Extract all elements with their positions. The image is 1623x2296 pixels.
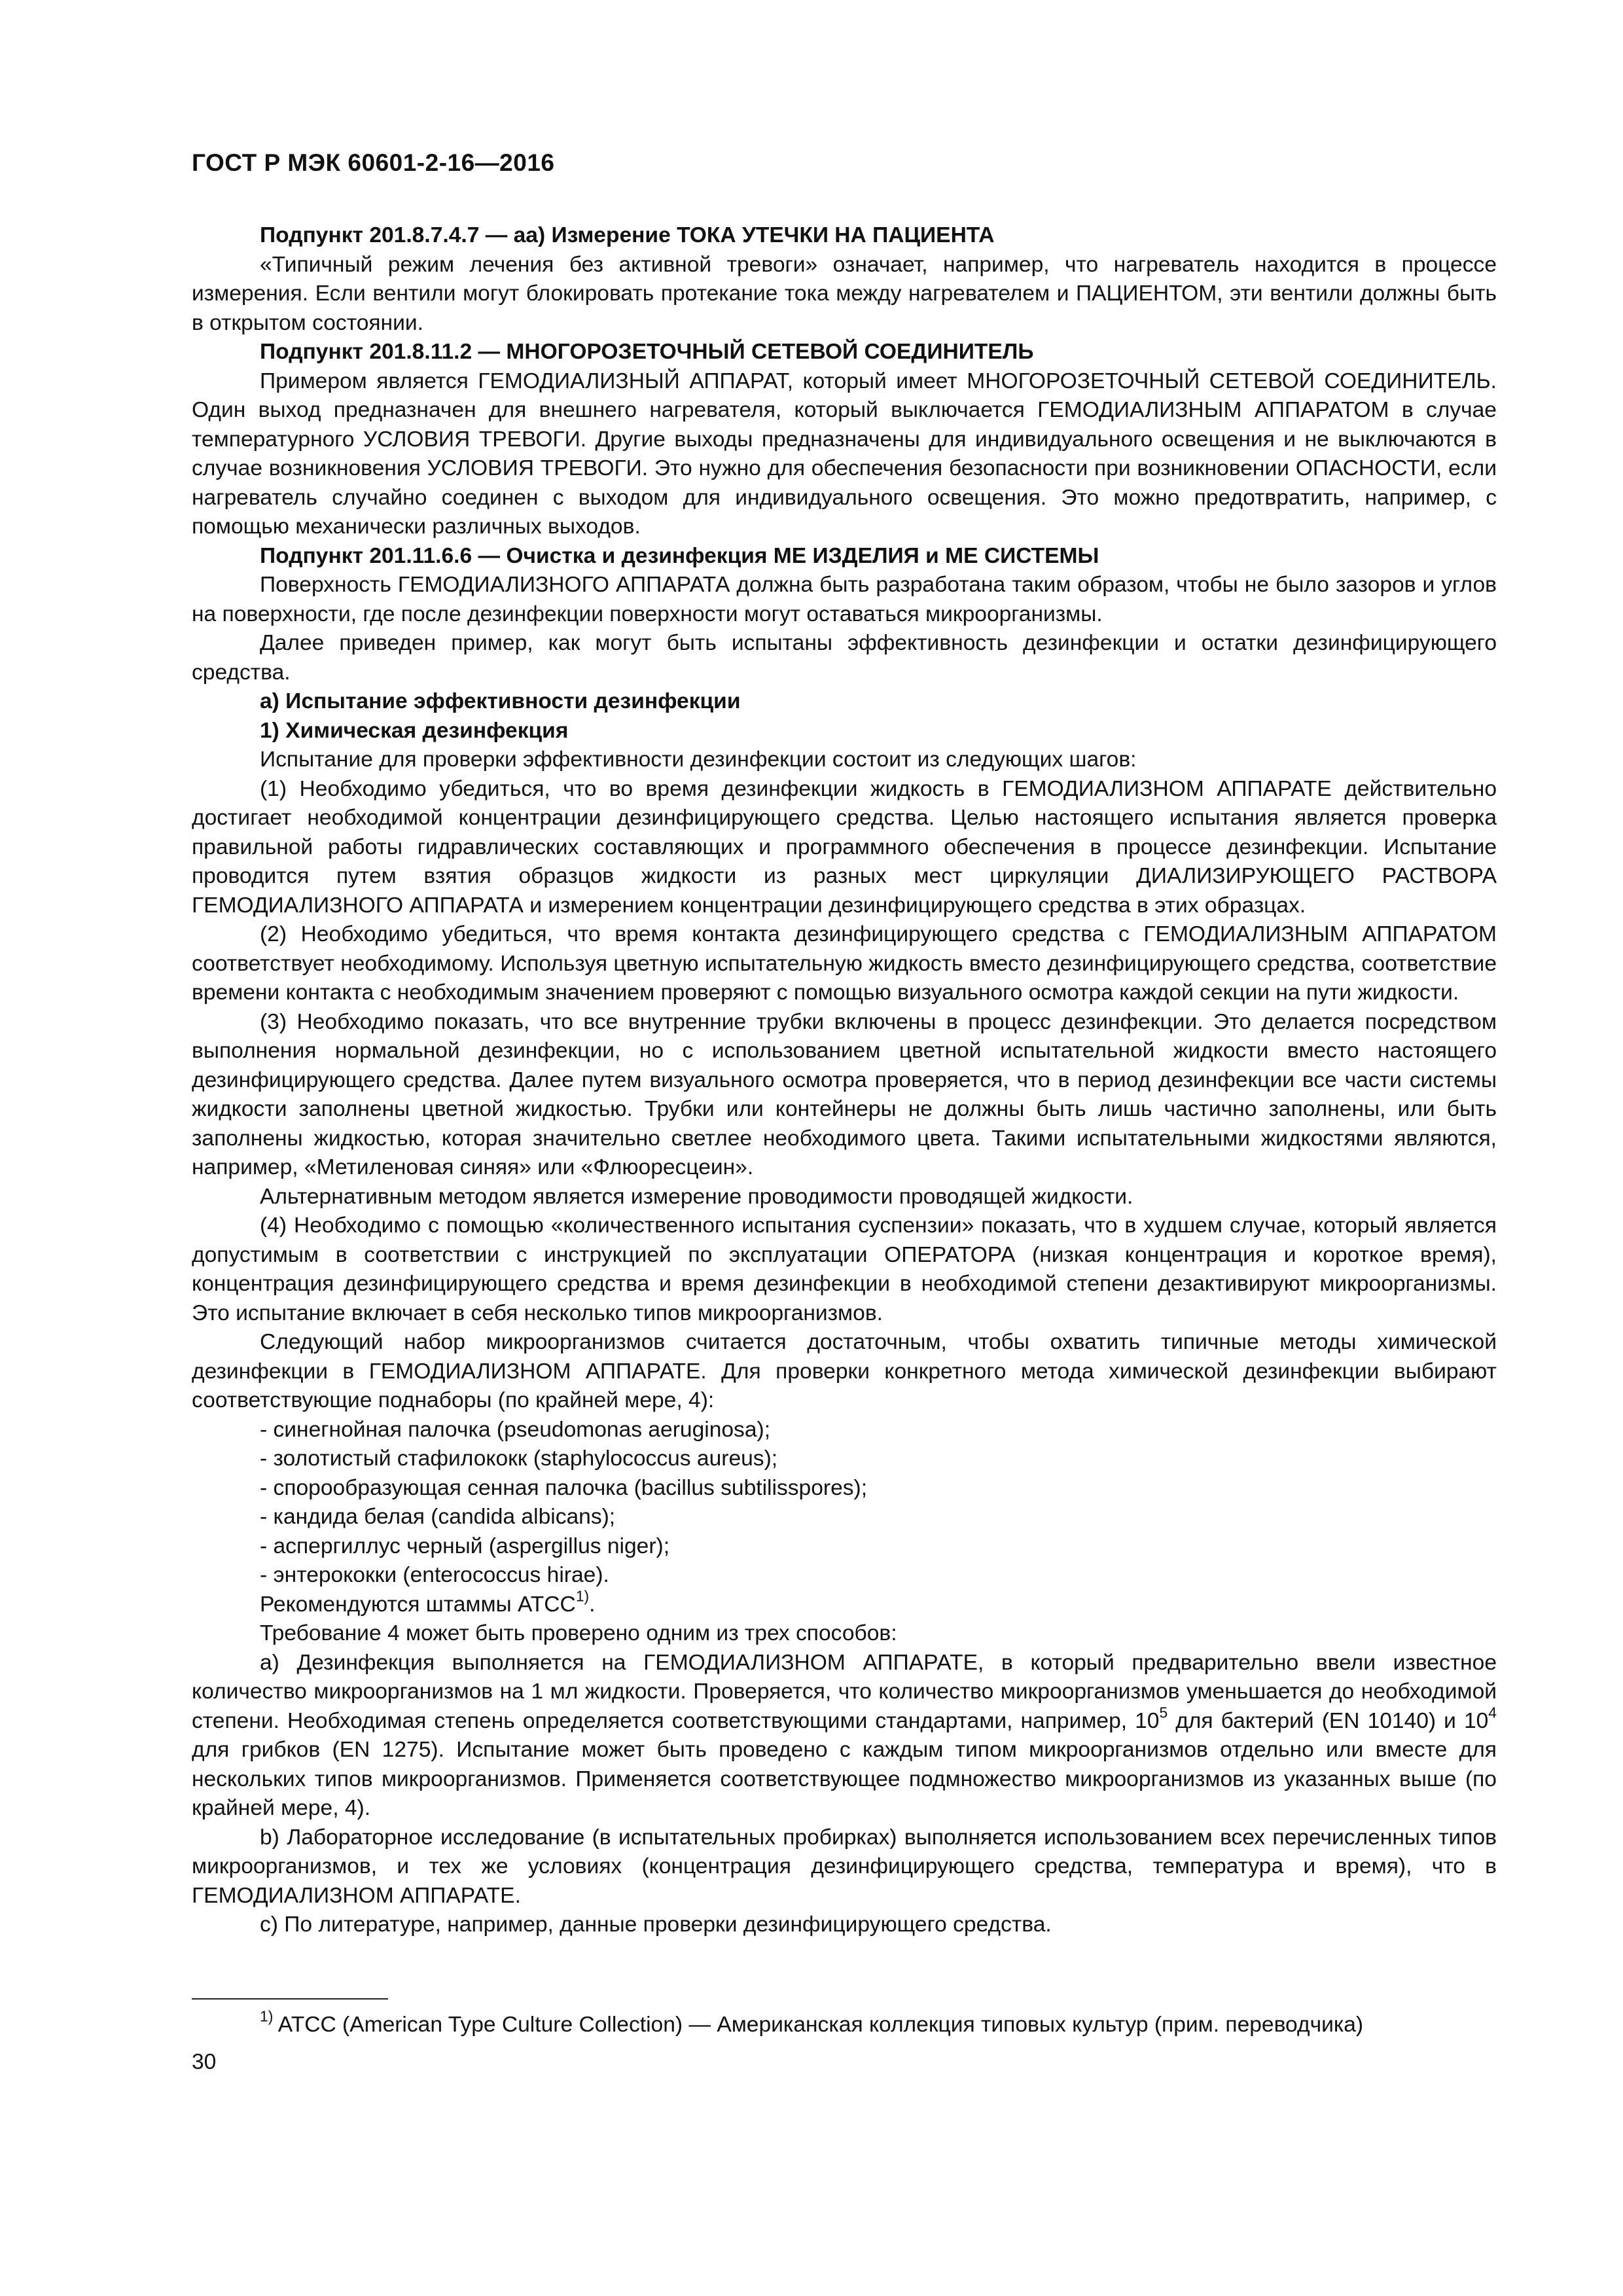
list-item: - энтерококки (enterococcus hirae). xyxy=(260,1563,609,1587)
atcc-end: . xyxy=(589,1592,596,1617)
footnote-text: ATCC (American Type Culture Collection) — Американская коллекция типовых культур (прим. переводчика) xyxy=(273,2013,1364,2037)
footnote-reference[interactable]: 1) xyxy=(575,1587,590,1604)
list-item: - золотистый стафилококк (staphylococcus aureus); xyxy=(260,1446,778,1471)
paragraph: Альтернативным методом является измерение проводимости проводящей жидкости. xyxy=(260,1184,1133,1209)
list-item: - аспергиллус черный (aspergillus niger); xyxy=(260,1534,670,1558)
paragraph: Далее приведен пример, как могут быть испытаны эффективность дезинфекции и остатки дезинфицирующего средства. xyxy=(192,631,1497,685)
paragraph: Испытание для проверки эффективности дезинфекции состоит из следующих шагов: xyxy=(260,747,1137,772)
exponent: 5 xyxy=(1159,1703,1168,1721)
paragraph: c) По литературе, например, данные проверки дезинфицирующего средства. xyxy=(260,1912,1052,1937)
paragraph: Поверхность ГЕМОДИАЛИЗНОГО АППАРАТА должна быть разработана таким образом, чтобы не было зазоров и углов на поверхности, где после дезинфекции поверхности могут оставаться микроорганизмы. xyxy=(192,573,1497,626)
atcc-text: Рекомендуются штаммы АТСС xyxy=(260,1592,576,1617)
subclause-heading: Подпункт 201.8.7.4.7 — aa) Измерение ТОКА УТЕЧКИ НА ПАЦИЕНТА xyxy=(260,223,995,247)
paragraph: (1) Необходимо убедиться, что во время дезинфекции жидкость в ГЕМОДИАЛИЗНОМ АППАРАТЕ действительно достигает необходимой концентрации дезинфицирующего средства. Целью настоящего испытания является проверка правильной работы гидравлических составляющих и программного обеспечения в процессе дезинфекции. Испытание проводится путем взятия образцов жидкости из разных мест циркуляции ДИАЛИЗИРУЮЩЕГО РАСТВОРА ГЕМОДИАЛИЗНОГО АППАРАТА и измерением концентрации дезинфицирующего средства в этих образцах. xyxy=(192,776,1497,918)
paragraph xyxy=(192,1649,1497,1823)
paragraph: (3) Необходимо показать, что все внутренние трубки включены в процесс дезинфекции. Это делается посредством выполнения нормальной дезинфекции, но с использованием цветной испытательной жидкости вместо настоящего дезинфицирующего средства. Далее путем визуального осмотра проверяется, что в период дезинфекции все части системы жидкости заполнены цветной жидкостью. Трубки или контейнеры не должны быть лишь частично заполнены, или быть заполнены жидкостью, которая значительно светлее необходимого цвета. Такими испытательными жидкостями являются, например, «Метиленовая синяя» или «Флюоресцеин». xyxy=(192,1009,1497,1179)
footnote xyxy=(260,2007,1364,2039)
paragraph: (2) Необходимо убедиться, что время контакта дезинфицирующего средства с ГЕМОДИАЛИЗНЫМ АППАРАТОМ соответствует необходимому. Используя цветную испытательную жидкость вместо дезинфицирующего средства, соответствие времени контакта с необходимым значением проверяют с помощью визуального осмотра каждой секции на пути жидкости. xyxy=(192,922,1497,1005)
paragraph: Примером является ГЕМОДИАЛИЗНЫЙ АППАРАТ, который имеет МНОГОРОЗЕТОЧНЫЙ СЕТЕВОЙ СОЕДИНИТЕЛЬ. Один выход предназначен для внешнего нагревателя, который выключается ГЕМОДИАЛИЗНЫМ АППАРАТОМ в случае температурного УСЛОВИЯ ТРЕВОГИ. Другие выходы предназначены для индивидуального освещения и не выключаются в случае возникновения УСЛОВИЯ ТРЕВОГИ. Это нужно для обеспечения безопасности при возникновении ОПАСНОСТИ, если нагреватель случайно соединен с выходом для индивидуального освещения. Это можно предотвратить, например, с помощью механически различных выходов. xyxy=(192,368,1497,539)
list-item: - спорообразующая сенная палочка (bacillus subtilisspores); xyxy=(260,1475,868,1500)
page-number: 30 xyxy=(192,2050,217,2074)
paragraph: Следующий набор микроорганизмов считается достаточным, чтобы охватить типичные методы химической дезинфекции в ГЕМОДИАЛИЗНОМ АППАРАТЕ. Для проверки конкретного метода химической дезинфекции выбирают соответствующие поднаборы (по крайней мере, 4): xyxy=(192,1330,1497,1412)
paragraph: b) Лабораторное исследование (в испытательных пробирках) выполняется использованием всех перечисленных типов микроорганизмов, и тех же условиях (концентрация дезинфицирующего средства, температура и время), что в ГЕМОДИАЛИЗНОМ АППАРАТЕ. xyxy=(192,1825,1497,1908)
method-a-part1: a) Дезинфекция выполняется на ГЕМОДИАЛИЗНОМ АППАРАТЕ, в который предварительно ввели известное количество микроорганизмов на 1 мл жидкости. Проверяется, что количество микроорганизмов уменьшается до необходимой степени. Необходимая степень определяется соответствующими стандартами, например, 10 xyxy=(192,1650,1497,1733)
subclause-heading: Подпункт 201.11.6.6 — Очистка и дезинфекция МЕ ИЗДЕЛИЯ и МЕ СИСТЕМЫ xyxy=(260,543,1099,568)
footnote-separator xyxy=(192,1998,388,2000)
section-heading: a) Испытание эффективности дезинфекции xyxy=(260,689,741,713)
paragraph: (4) Необходимо с помощью «количественного испытания суспензии» показать, что в худшем случае, который является допустимым в соответствии с инструкцией по эксплуатации ОПЕРАТОРА (низкая концентрация и короткое время), концентрация дезинфицирующего средства и время дезинфекции в необходимой степени дезактивируют микроорганизмы. Это испытание включает в себя несколько типов микроорганизмов. xyxy=(192,1213,1497,1325)
subclause-heading: Подпункт 201.8.11.2 — МНОГОРОЗЕТОЧНЫЙ СЕТЕВОЙ СОЕДИНИТЕЛЬ xyxy=(260,340,1034,364)
list-item: - синегнойная палочка (pseudomonas aeruginosa); xyxy=(260,1417,771,1442)
paragraph: Требование 4 может быть проверено одним из трех способов: xyxy=(260,1621,897,1645)
paragraph: «Типичный режим лечения без активной тревоги» означает, например, что нагреватель находится в процессе измерения. Если вентили могут блокировать протекание тока между нагревателем и ПАЦИЕНТОМ, эти вентили должны быть в открытом состоянии. xyxy=(192,252,1497,335)
footnote-marker: 1) xyxy=(260,2007,274,2025)
body-text xyxy=(192,221,1497,1940)
exponent: 4 xyxy=(1488,1703,1497,1721)
list-item: - кандида белая (candida albicans); xyxy=(260,1505,616,1529)
paragraph xyxy=(192,1587,1497,1620)
method-a-part3: для грибков (EN 1275). Испытание может быть проведено с каждым типом микроорганизмов отдельно или вместе для нескольких типов микроорганизмов. Применяется соответствующее подмножество микроорганизмов из указанных выше (по крайней мере, 4). xyxy=(192,1738,1497,1820)
section-heading: 1) Химическая дезинфекция xyxy=(260,718,569,743)
method-a-part2: для бактерий (EN 10140) и 10 xyxy=(1168,1708,1489,1733)
document-header: ГОСТ Р МЭК 60601-2-16—2016 xyxy=(192,149,555,176)
